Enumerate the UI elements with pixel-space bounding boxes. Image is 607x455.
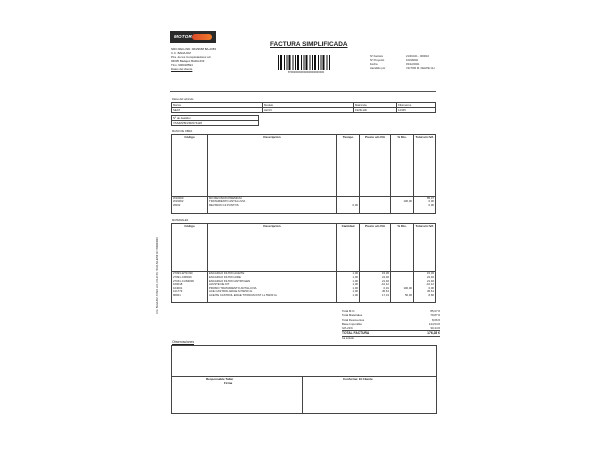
cell-price: 17,31: [360, 294, 391, 298]
cell-description: MO REVISION PREMIUM: [208, 196, 337, 200]
cell-description: REVISION 13 PUNTOS: [208, 204, 337, 208]
total-value: 85,07 €: [430, 309, 440, 313]
col-header: Precio u/n IVA: [360, 135, 391, 197]
company-line: NRO.REG.IND.:06/29668 BA-2083: [171, 47, 216, 51]
cell-discount: 50,00: [391, 294, 414, 298]
col-header: Código: [172, 224, 208, 272]
vehicle-section-label: Datos del vehículo: [172, 98, 194, 101]
company-line: Tlno: 900018594: [171, 63, 193, 68]
vehicle-table: [171, 102, 436, 113]
meta-key: Nº Proyecto: [370, 59, 385, 62]
cell-code: W16000: [172, 196, 208, 200]
col-header: % Dto.: [391, 135, 414, 197]
cell-code: 121773: [172, 290, 208, 294]
cell-total: 21,92: [414, 280, 436, 284]
total-value: 79,87 €: [430, 313, 440, 318]
cell-qty: 1,00: [337, 287, 360, 291]
invoice-meta: [370, 55, 444, 71]
col-header: Total u/n IVA: [414, 224, 436, 272]
client-data-link: Datos del cliente: [171, 67, 193, 72]
cell-qty: 1,00: [337, 280, 360, 284]
cell-total: 0,00: [414, 287, 436, 291]
cell-code: 27151-CUS6006: [172, 280, 208, 284]
vehicle-value: LEON: [263, 108, 354, 113]
total-label: IVA 21%: [342, 326, 353, 331]
cell-total: 0,00: [414, 200, 436, 204]
cell-total: -10,12: [414, 283, 436, 287]
labor-table: [171, 134, 436, 214]
cell-discount: 100,00: [391, 200, 414, 204]
cell-qty: 1,00: [337, 290, 360, 294]
workshop-signature-box: [171, 376, 303, 414]
signature-label: Firma: [224, 381, 233, 385]
cell-description: ACEITE CASTROL EDGE TITANIUM FST LL 5W30 1L: [208, 294, 337, 298]
meta-row: [370, 67, 444, 71]
cell-total: 24,40: [414, 276, 436, 280]
table-filler: [172, 298, 436, 303]
observations-box: [171, 345, 437, 377]
invoice-page: [156, 14, 444, 444]
cell-qty: 1,00: [337, 272, 360, 276]
cell-description: PROMO TRATAMIENTO ANTILLUVIA: [208, 287, 337, 291]
cell-description: ENCARGO FILTRO AIRE: [208, 276, 337, 280]
cell-description: ENCARGO FILTRO ANTIPOLEN: [208, 280, 337, 284]
cell-code: 104001: [172, 287, 208, 291]
col-header: Descripción: [208, 135, 337, 197]
cell-price: 0,01: [360, 287, 391, 291]
client-signature-box: [302, 376, 437, 414]
total-label: Base Imponible: [342, 321, 362, 326]
meta-key: Nº Factura: [370, 55, 383, 58]
tax-note-row: [342, 337, 440, 340]
meta-key: Fecha: [370, 63, 378, 66]
observations-label: Observaciones: [172, 340, 194, 344]
cell-description: TRATAMIENTO ANTILLUVIA: [208, 200, 337, 204]
materials-table: [171, 223, 436, 303]
vehicle-value: SEAT: [172, 108, 263, 113]
total-value: 8,66 €: [431, 317, 440, 322]
labor-section-label: MANO DE OBRA: [172, 130, 193, 133]
cell-description: ACE CASTROL EDGE M 5W30 4L: [208, 290, 337, 294]
cell-price: 15,30: [360, 272, 391, 276]
vehicle-header: Kilómetros: [397, 103, 436, 108]
workshop-manager-label: Responsable Taller: [206, 377, 234, 381]
col-header: Precio u/n IVA: [360, 224, 391, 272]
totals-block: [342, 309, 440, 340]
meta-value: 03/12/2021: [406, 63, 420, 66]
company-line: C.C. BADAJOZ: [171, 51, 191, 56]
cell-code: 100018: [172, 283, 208, 287]
cell-code: 27093-W71C90: [172, 272, 208, 276]
tax-included-note: Iva incluido: [342, 336, 354, 340]
cell-code: W002: [172, 204, 208, 208]
col-header: Total u/n IVA: [414, 135, 436, 197]
barcode-number: 8700000000000000000000000: [287, 71, 325, 74]
cell-discount: 100,00: [391, 287, 414, 291]
cell-code: 80841: [172, 294, 208, 298]
cell-price: 21,92: [360, 280, 391, 284]
cell-description: ENCARGO FILTRO ACEITE: [208, 272, 337, 276]
total-value: 30,44 €: [430, 326, 440, 331]
cell-total: 85,07: [414, 196, 436, 200]
col-header: Descripción: [208, 224, 337, 272]
materials-header-row: [172, 224, 436, 272]
company-logo: [170, 31, 216, 43]
cell-total: 8,66: [414, 294, 436, 298]
table-filler: [172, 207, 436, 213]
chassis-table: [171, 115, 259, 126]
company-line: 06005 Badajoz BADAJOZ: [171, 59, 205, 64]
cell-price: 24,40: [360, 276, 391, 280]
col-header: Código: [172, 135, 208, 197]
cell-total: 0,00: [414, 204, 436, 208]
client-conformity-label: Conforme: El Cliente: [343, 377, 373, 381]
meta-value: 21/0C101 - 000010: [406, 55, 430, 58]
col-header: Cantidad: [337, 224, 360, 272]
barcode: [278, 55, 330, 70]
grand-total-value: 176,28 €: [427, 331, 440, 336]
labor-header-row: [172, 135, 436, 197]
grand-total-label: TOTAL FACTURA: [342, 331, 370, 336]
divider: [170, 91, 436, 92]
company-info: [171, 47, 216, 72]
meta-value: 10016002: [406, 59, 418, 62]
vehicle-header: Matrícula: [354, 103, 397, 108]
meta-key: Atendido por: [370, 67, 386, 70]
vehicle-value: 1923LHD: [354, 108, 397, 113]
chassis-value: VSSZZZ5FZKR074428: [172, 121, 259, 126]
cell-qty: 1,00: [337, 276, 360, 280]
company-line: Pza. de los Conquistadores s/n: [171, 55, 212, 60]
total-label: Total Materiales: [342, 313, 363, 318]
vehicle-value: 12345: [397, 108, 436, 113]
materials-section-label: MATERIALES: [172, 219, 189, 222]
total-value: 144,54 €: [428, 321, 440, 326]
cell-qty: 1,00: [337, 283, 360, 287]
cell-price: -10,12: [360, 283, 391, 287]
vehicle-header: Modelo: [263, 103, 354, 108]
logo-swoosh: [192, 34, 212, 40]
logo-text: MOTOR: [174, 34, 193, 39]
cell-total: 15,30: [414, 272, 436, 276]
meta-value: VICTOR M. FELIPE CH: [406, 67, 435, 70]
chassis-label: Nº de bastidor: [172, 116, 259, 121]
cell-code: 27091-C08040: [172, 276, 208, 280]
cell-code: W16002: [172, 200, 208, 204]
col-header: Tiempo: [337, 135, 360, 197]
cell-qty: 1,00: [337, 294, 360, 298]
side-legal-note: R.M. BADAJOZ, TOMO 123, FOLIO 45, HOJA BA-6789 CIF B06000000: [156, 237, 159, 314]
total-label: Total M.O.: [342, 309, 356, 313]
invoice-title: FACTURA SIMPLIFICADA: [270, 41, 348, 48]
total-label: Total Descuentos: [342, 317, 365, 322]
vehicle-header: Marca: [172, 103, 263, 108]
cell-time: 0,00: [337, 204, 360, 208]
cell-price: 45,61: [360, 290, 391, 294]
vehicle-value-row: [172, 108, 436, 113]
cell-total: 45,61: [414, 290, 436, 294]
col-header: % Dto.: [391, 224, 414, 272]
cell-description: AJUSTE DE KIT: [208, 283, 337, 287]
